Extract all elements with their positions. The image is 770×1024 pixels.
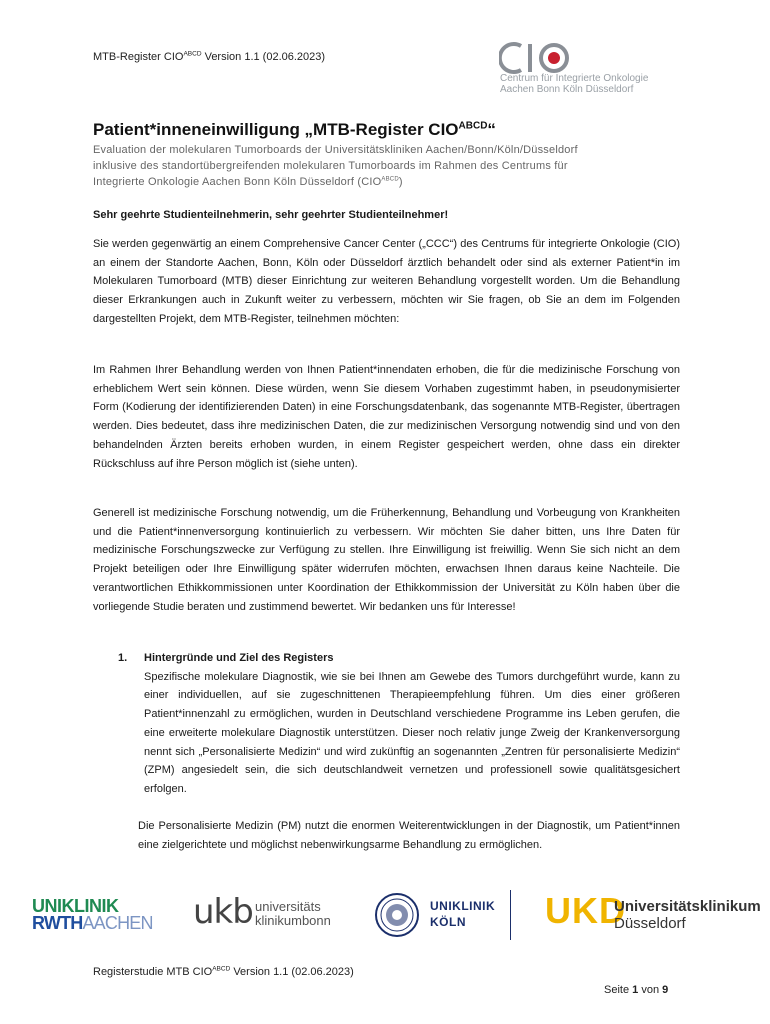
partner-logos [0, 884, 770, 944]
page-number-current: 1 [632, 984, 639, 996]
header-register-name: MTB-Register CIO [93, 51, 184, 63]
koeln-logo-line1: UNIKLINIK [430, 899, 496, 913]
rwth-logo-line1: UNIKLINIK [32, 896, 119, 916]
page-number-prefix: Seite [604, 984, 633, 996]
document-subtitle [93, 142, 683, 190]
title-text: Patient*inneneinwilligung „MTB-Register CIO [93, 120, 459, 139]
paragraph-personalized-medicine: Die Personalisierte Medizin (PM) nutzt die enormen Weiterentwicklungen in der Diagnostik, um Patient*innen eine zielgerichtete und möglichst nebenwirkungsarme Behandlung zu ermöglichen. [138, 820, 680, 851]
document-header [93, 51, 325, 63]
koeln-logo-line2: KÖLN [430, 915, 466, 929]
paragraph-intro: Sie werden gegenwärtig an einem Comprehensive Cancer Center („CCC“) des Centrums für integrierte Onkologie (CIO) an einem der Standorte Aachen, Bonn, Köln oder Düsseldorf ärztlich behandelt oder sind als externer Patient*in im Molekularen Tumorboard (MTB) dieser Einrichtung zur weiteren Behandlung vorgestellt worden. Um die Behandlung dieser Erkrankungen auch in Zukunft weiter zu verbessern, möchten wir Sie fragen, ob Sie an dem im Folgenden dargestellten Projekt, dem MTB-Register, teilnehmen möchten: [93, 238, 680, 325]
cio-logo-line1: Centrum für Integrierte Onkologie [500, 73, 649, 84]
subtitle-line3-prefix: Integrierte Onkologie Aachen Bonn Köln Düsseldorf (CIO [93, 176, 382, 188]
section-body: Spezifische molekulare Diagnostik, wie sie bei Ihnen am Gewebe des Tumors durchgeführt wurde, kann zu einer individuellen, auf sie zugeschnittenen Therapieempfehlung führen. Um dies einer größeren Patient*innenzahl zu ermöglichen, wurden in Deutschland verschiedene Programme ins Leben gerufen, die eine erweiterte molekulare Diagnostik unterstützen. Dieser noch relativ junge Zweig der Krankenversorgung nennt sich „Personalisierte Medizin“ und wird zukünftig an sogenannten „Zentren für personalisierte Medizin“ (ZPM) angesiedelt sein, die sich deutschlandweit vernetzen und professionell sowie qualitätsgesichert erfolgen. [144, 670, 680, 795]
rwth-logo-line2 [32, 915, 153, 932]
section-heading-text: Hintergründe und Ziel des Registers [144, 652, 334, 664]
page-number-separator: von [638, 984, 663, 996]
subtitle-line3-sup: ABCD [381, 176, 399, 183]
page-number [604, 984, 668, 996]
cio-logo [499, 40, 699, 100]
paragraph-research-consent: Generell ist medizinische Forschung notwendig, um die Früherkennung, Behandlung und Vorbeugung von Krankheiten und die Patient*innenversorgung kontinuierlich zu verbessern. Wir möchten Sie daher bitten, uns Ihre Daten für medizinische Forschungszwecke zur Verfügung zu stellen. Ihre Einwilligung ist freiwillig. Wenn Sie sich nicht an dem Projekt beteiligen oder Ihre Einwilligung später widerrufen möchten, erwachsen Ihnen daraus keine Nachteile. Die verantwortlichen Ethikkommissionen unter Koordination der Ethikkommission der Universität zu Köln haben über die vorliegende Studie beraten und zustimmend bewertet. Wir bedanken uns für Interesse! [93, 507, 680, 613]
footer-register-name: Registerstudie MTB CIO [93, 966, 213, 978]
section-number: 1. [118, 652, 128, 664]
subtitle-line2: inklusive des standortübergreifenden molekularen Tumorboards im Rahmen des Centrums für [93, 160, 568, 172]
cio-logo-graphic [499, 40, 579, 76]
rwth-logo-rwth: RWTH [32, 913, 83, 933]
subtitle-line3-suffix: ) [398, 176, 403, 188]
section-heading [118, 649, 680, 668]
title-superscript: ABCD [458, 120, 488, 132]
title-close-quote: “ [487, 120, 496, 139]
salutation: Sehr geehrte Studienteilnehmerin, sehr geehrter Studienteilnehmer! [93, 209, 449, 221]
header-version: Version 1.1 (02.06.2023) [201, 51, 326, 63]
cio-logo-line2: Aachen Bonn Köln Düsseldorf [500, 84, 634, 95]
koeln-seal-icon [374, 892, 420, 938]
cio-logo-subtitle [500, 73, 648, 95]
subtitle-line1: Evaluation der molekularen Tumorboards der Universitätskliniken Aachen/Bonn/Köln/Düsseldorf [93, 144, 578, 156]
document-footer [93, 966, 354, 978]
uniklinik-rwth-aachen-logo [32, 898, 153, 932]
document-title [93, 120, 496, 140]
ukb-logo-line1: universitäts [255, 899, 321, 914]
ukb-logo-mark: ukb [193, 892, 253, 932]
footer-version: Version 1.1 (02.06.2023) [230, 966, 354, 978]
page-number-total: 9 [662, 984, 669, 996]
header-superscript: ABCD [183, 50, 202, 58]
ukb-logo-line2: klinikumbonn [255, 913, 331, 928]
subtitle-line3 [93, 174, 683, 190]
ukd-logo-text [614, 898, 761, 932]
ukd-logo-line2: Düsseldorf [614, 915, 686, 932]
paragraph-data-collection: Im Rahmen Ihrer Behandlung werden von Ihnen Patient*innendaten erhoben, die für die medizinische Forschung von erheblichem Wert sein können. Diese würden, wenn Sie diesem Vorhaben zugestimmt haben, in pseudonymisierter Form (Kodierung der identifizierenden Daten) in eine Forschungsdatenbank, das sogenannte MTB-Register, übertragen werden. Dies bedeutet, dass ihre medizinischen Daten, die zur medizinischen Versorgung notwendig sind und von den behandelnden Ärzten bereits erhoben wurden, in einem Register gespeichert werden, ohne dass ein direkter Rückschluss auf ihre Person möglich ist (siehe unten). [93, 364, 680, 470]
koeln-logo-text [430, 898, 495, 930]
ukb-logo-text [255, 900, 331, 928]
koeln-logo-divider [510, 890, 511, 940]
rwth-logo-aachen: AACHEN [82, 913, 153, 933]
ukd-logo-mark: UKD [545, 890, 626, 931]
footer-superscript: ABCD [212, 965, 231, 973]
section-background [118, 649, 680, 799]
ukd-logo-line1: Universitätsklinikum [614, 898, 761, 915]
